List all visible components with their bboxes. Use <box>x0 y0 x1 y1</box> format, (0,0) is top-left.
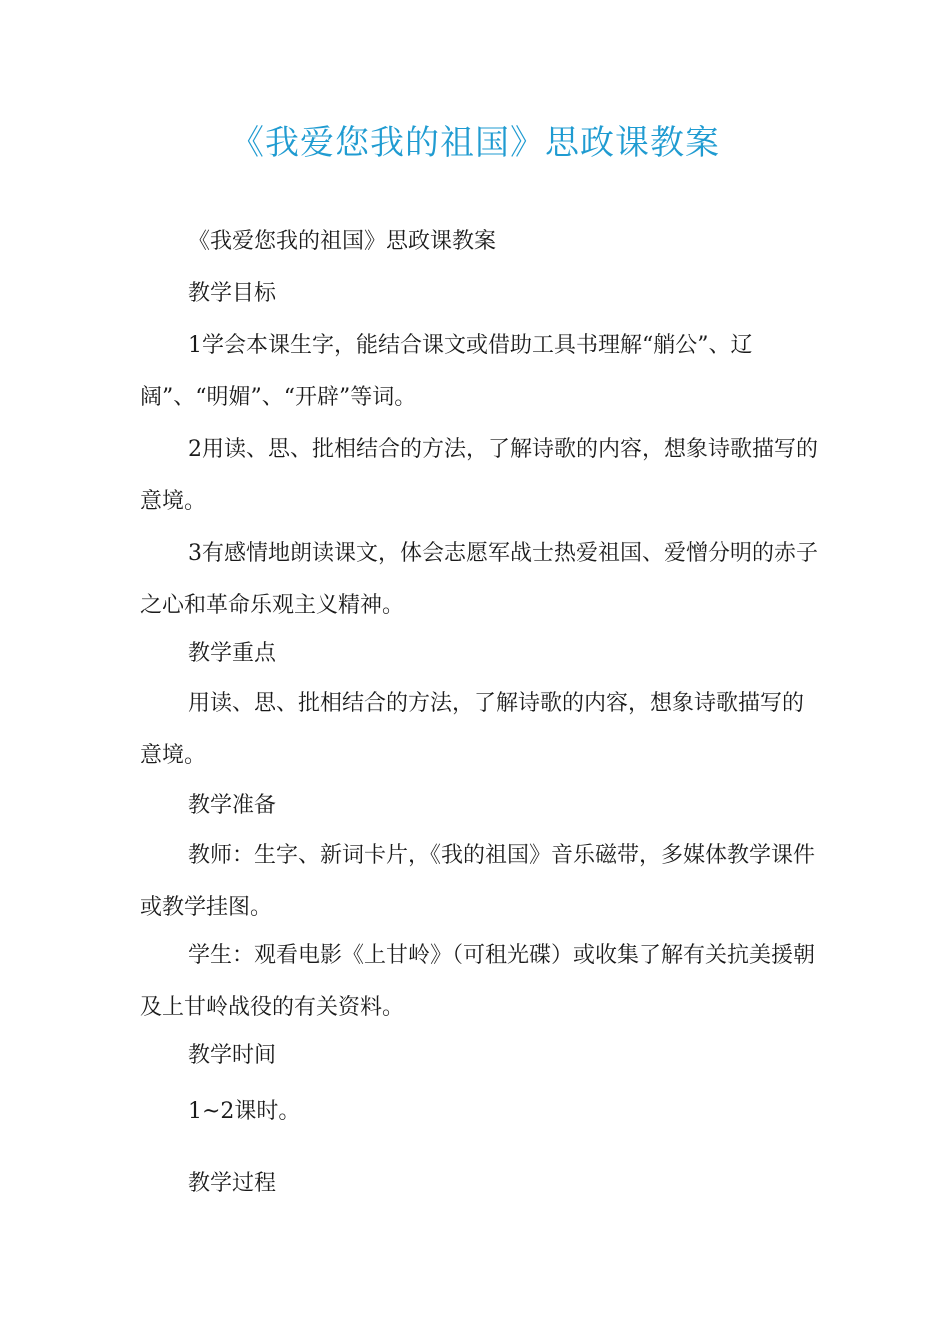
preparation-students: 学生：观看电影《上甘岭》（可租光碟）或收集了解有关抗美援朝及上甘岭战役的有关资料。 <box>140 943 816 1020</box>
heading-teaching-focus: 教学重点 <box>188 641 277 666</box>
goal-item-1: 1学会本课生字，能结合课文或借助工具书理解“艄公”、辽阔”、“明媚”、“开辟”等词。 <box>140 333 753 410</box>
heading-teaching-goals: 教学目标 <box>188 281 277 306</box>
teaching-time-value: 1~2课时。 <box>188 1099 301 1124</box>
intro-title-paragraph: 《我爱您我的祖国》思政课教案 <box>188 229 497 254</box>
heading-teaching-preparation: 教学准备 <box>188 793 277 818</box>
document-title: 《我爱您我的祖国》思政课教案 <box>230 123 720 163</box>
heading-teaching-time: 教学时间 <box>188 1043 277 1068</box>
goal-item-2: 2用读、思、批相结合的方法，了解诗歌的内容，想象诗歌描写的意境。 <box>140 437 818 514</box>
preparation-teacher: 教师：生字、新词卡片，《我的祖国》音乐磁带，多媒体教学课件或教学挂图。 <box>140 843 816 920</box>
focus-paragraph: 用读、思、批相结合的方法，了解诗歌的内容，想象诗歌描写的意境。 <box>140 691 805 768</box>
heading-teaching-process: 教学过程 <box>188 1171 277 1196</box>
goal-item-3: 3有感情地朗读课文，体会志愿军战士热爱祖国、爱憎分明的赤子之心和革命乐观主义精神。 <box>140 541 818 618</box>
